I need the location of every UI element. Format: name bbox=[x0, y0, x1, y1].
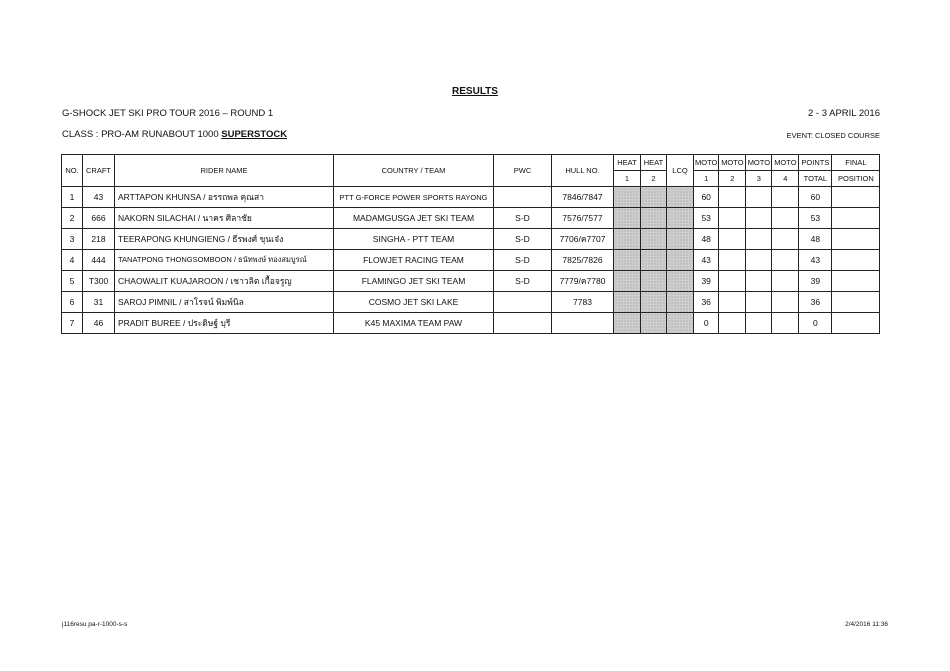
event-name: G-SHOCK JET SKI PRO TOUR 2016 – ROUND 1 bbox=[62, 108, 274, 119]
cell-heat1 bbox=[614, 208, 641, 229]
col-header-moto2: MOTO bbox=[719, 155, 746, 171]
cell-final bbox=[832, 271, 880, 292]
cell-moto1: 0 bbox=[694, 313, 719, 334]
cell-pwc: S-D bbox=[494, 250, 552, 271]
cell-lcq bbox=[667, 187, 694, 208]
cell-moto3 bbox=[746, 313, 772, 334]
cell-rider: ARTTAPON KHUNSA / อรรถพล คุณสา bbox=[115, 187, 334, 208]
cell-pwc bbox=[494, 313, 552, 334]
cell-heat1 bbox=[614, 313, 641, 334]
cell-points: 60 bbox=[799, 187, 832, 208]
cell-heat1 bbox=[614, 292, 641, 313]
cell-moto4 bbox=[772, 271, 799, 292]
cell-rider: CHAOWALIT KUAJAROON / เชาวลิต เกื้อจรูญ bbox=[115, 271, 334, 292]
cell-lcq bbox=[667, 292, 694, 313]
cell-points: 0 bbox=[799, 313, 832, 334]
cell-heat2 bbox=[641, 187, 667, 208]
cell-heat2 bbox=[641, 292, 667, 313]
cell-heat2 bbox=[641, 250, 667, 271]
cell-moto4 bbox=[772, 187, 799, 208]
cell-moto1: 48 bbox=[694, 229, 719, 250]
class-line bbox=[62, 129, 287, 140]
cell-moto3 bbox=[746, 292, 772, 313]
cell-team: FLOWJET RACING TEAM bbox=[334, 250, 494, 271]
cell-heat1 bbox=[614, 229, 641, 250]
footer-file-code: j116resu pa-r-1000-s-s bbox=[62, 621, 128, 628]
cell-moto3 bbox=[746, 229, 772, 250]
cell-final bbox=[832, 313, 880, 334]
cell-moto4 bbox=[772, 250, 799, 271]
cell-moto3 bbox=[746, 250, 772, 271]
event-dates: 2 - 3 APRIL 2016 bbox=[807, 108, 880, 119]
cell-hull: 7576/7577 bbox=[552, 208, 614, 229]
cell-team: K45 MAXIMA TEAM PAW bbox=[334, 313, 494, 334]
class-category: SUPERSTOCK bbox=[221, 129, 288, 140]
results-table bbox=[61, 154, 880, 334]
cell-moto3 bbox=[746, 271, 772, 292]
cell-points: 36 bbox=[799, 292, 832, 313]
cell-no: 2 bbox=[62, 208, 83, 229]
col-header-moto4: MOTO bbox=[772, 155, 799, 171]
col-subheader-final: POSITION bbox=[832, 171, 880, 187]
col-subheader-moto1: 1 bbox=[694, 171, 719, 187]
cell-rider: PRADIT BUREE / ประดิษฐ์ บุรี bbox=[115, 313, 334, 334]
cell-moto2 bbox=[719, 292, 746, 313]
cell-final bbox=[832, 250, 880, 271]
cell-heat2 bbox=[641, 229, 667, 250]
cell-pwc: S-D bbox=[494, 229, 552, 250]
cell-moto4 bbox=[772, 292, 799, 313]
col-header-hull: HULL NO. bbox=[552, 155, 614, 187]
cell-heat1 bbox=[614, 250, 641, 271]
cell-no: 6 bbox=[62, 292, 83, 313]
cell-no: 1 bbox=[62, 187, 83, 208]
cell-team: FLAMINGO JET SKI TEAM bbox=[334, 271, 494, 292]
cell-moto1: 53 bbox=[694, 208, 719, 229]
cell-craft: T300 bbox=[83, 271, 115, 292]
cell-final bbox=[832, 292, 880, 313]
cell-no: 4 bbox=[62, 250, 83, 271]
col-header-points: POINTS bbox=[799, 155, 832, 171]
cell-points: 43 bbox=[799, 250, 832, 271]
cell-moto4 bbox=[772, 313, 799, 334]
col-header-no: NO. bbox=[62, 155, 83, 187]
cell-lcq bbox=[667, 271, 694, 292]
cell-moto1: 60 bbox=[694, 187, 719, 208]
cell-craft: 43 bbox=[83, 187, 115, 208]
cell-hull bbox=[552, 313, 614, 334]
table-row bbox=[62, 271, 880, 292]
cell-lcq bbox=[667, 313, 694, 334]
cell-moto3 bbox=[746, 208, 772, 229]
col-header-final: FINAL bbox=[832, 155, 880, 171]
table-row bbox=[62, 187, 880, 208]
cell-moto4 bbox=[772, 208, 799, 229]
table-row bbox=[62, 250, 880, 271]
col-header-moto1: MOTO bbox=[694, 155, 719, 171]
cell-moto1: 39 bbox=[694, 271, 719, 292]
cell-craft: 218 bbox=[83, 229, 115, 250]
cell-lcq bbox=[667, 208, 694, 229]
table-row bbox=[62, 229, 880, 250]
cell-craft: 444 bbox=[83, 250, 115, 271]
cell-moto4 bbox=[772, 229, 799, 250]
cell-craft: 666 bbox=[83, 208, 115, 229]
col-header-pwc: PWC bbox=[494, 155, 552, 187]
cell-rider: NAKORN SILACHAI / นาคร ศิลาชัย bbox=[115, 208, 334, 229]
cell-pwc bbox=[494, 292, 552, 313]
class-label: CLASS : PRO-AM RUNABOUT 1000 bbox=[62, 129, 222, 140]
cell-lcq bbox=[667, 229, 694, 250]
cell-pwc: S-D bbox=[494, 271, 552, 292]
cell-moto2 bbox=[719, 271, 746, 292]
col-header-rider: RIDER NAME bbox=[115, 155, 334, 187]
col-header-heat1: HEAT bbox=[614, 155, 641, 171]
table-row bbox=[62, 208, 880, 229]
col-subheader-moto4: 4 bbox=[772, 171, 799, 187]
col-header-craft: CRAFT bbox=[83, 155, 115, 187]
cell-moto2 bbox=[719, 250, 746, 271]
cell-rider: TEERAPONG KHUNGIENG / ธีรพงศ์ ขุนเจ๋ง bbox=[115, 229, 334, 250]
cell-moto2 bbox=[719, 229, 746, 250]
cell-craft: 46 bbox=[83, 313, 115, 334]
cell-heat2 bbox=[641, 271, 667, 292]
cell-team: COSMO JET SKI LAKE bbox=[334, 292, 494, 313]
cell-moto2 bbox=[719, 208, 746, 229]
cell-points: 53 bbox=[799, 208, 832, 229]
col-subheader-points: TOTAL bbox=[799, 171, 832, 187]
col-subheader-moto2: 2 bbox=[719, 171, 746, 187]
col-subheader-moto3: 3 bbox=[746, 171, 772, 187]
cell-moto2 bbox=[719, 313, 746, 334]
cell-team: MADAMGUSGA JET SKI TEAM bbox=[334, 208, 494, 229]
table-row bbox=[62, 292, 880, 313]
cell-moto1: 43 bbox=[694, 250, 719, 271]
cell-no: 7 bbox=[62, 313, 83, 334]
col-header-heat2: HEAT bbox=[641, 155, 667, 171]
cell-heat1 bbox=[614, 271, 641, 292]
col-header-lcq: LCQ bbox=[667, 155, 694, 187]
event-type: EVENT: CLOSED COURSE bbox=[786, 131, 880, 140]
cell-rider: SAROJ PIMNIL / สาโรจน์ พิมพ์นิล bbox=[115, 292, 334, 313]
cell-team: PTT G-FORCE POWER SPORTS RAYONG bbox=[334, 187, 494, 208]
col-subheader-heat1: 1 bbox=[614, 171, 641, 187]
cell-heat2 bbox=[641, 208, 667, 229]
cell-hull: 7706/ค7707 bbox=[552, 229, 614, 250]
table-row bbox=[62, 313, 880, 334]
col-header-moto3: MOTO bbox=[746, 155, 772, 171]
col-header-team: COUNTRY / TEAM bbox=[334, 155, 494, 187]
cell-no: 3 bbox=[62, 229, 83, 250]
cell-moto1: 36 bbox=[694, 292, 719, 313]
cell-points: 39 bbox=[799, 271, 832, 292]
results-title: RESULTS bbox=[452, 86, 498, 97]
cell-moto3 bbox=[746, 187, 772, 208]
footer-timestamp: 2/4/2016 11:36 bbox=[845, 621, 888, 628]
cell-heat1 bbox=[614, 187, 641, 208]
cell-pwc: S-D bbox=[494, 208, 552, 229]
cell-final bbox=[832, 187, 880, 208]
cell-lcq bbox=[667, 250, 694, 271]
cell-final bbox=[832, 229, 880, 250]
cell-heat2 bbox=[641, 313, 667, 334]
cell-points: 48 bbox=[799, 229, 832, 250]
table-header-row bbox=[62, 155, 880, 171]
cell-moto2 bbox=[719, 187, 746, 208]
col-subheader-heat2: 2 bbox=[641, 171, 667, 187]
cell-final bbox=[832, 208, 880, 229]
cell-hull: 7825/7826 bbox=[552, 250, 614, 271]
cell-hull: 7779/ค7780 bbox=[552, 271, 614, 292]
cell-pwc bbox=[494, 187, 552, 208]
cell-hull: 7783 bbox=[552, 292, 614, 313]
cell-hull: 7846/7847 bbox=[552, 187, 614, 208]
cell-craft: 31 bbox=[83, 292, 115, 313]
cell-rider: TANATPONG THONGSOMBOON / ธนัทพงษ์ ทองสมบูรณ์ bbox=[115, 250, 334, 271]
cell-team: SINGHA - PTT TEAM bbox=[334, 229, 494, 250]
cell-no: 5 bbox=[62, 271, 83, 292]
